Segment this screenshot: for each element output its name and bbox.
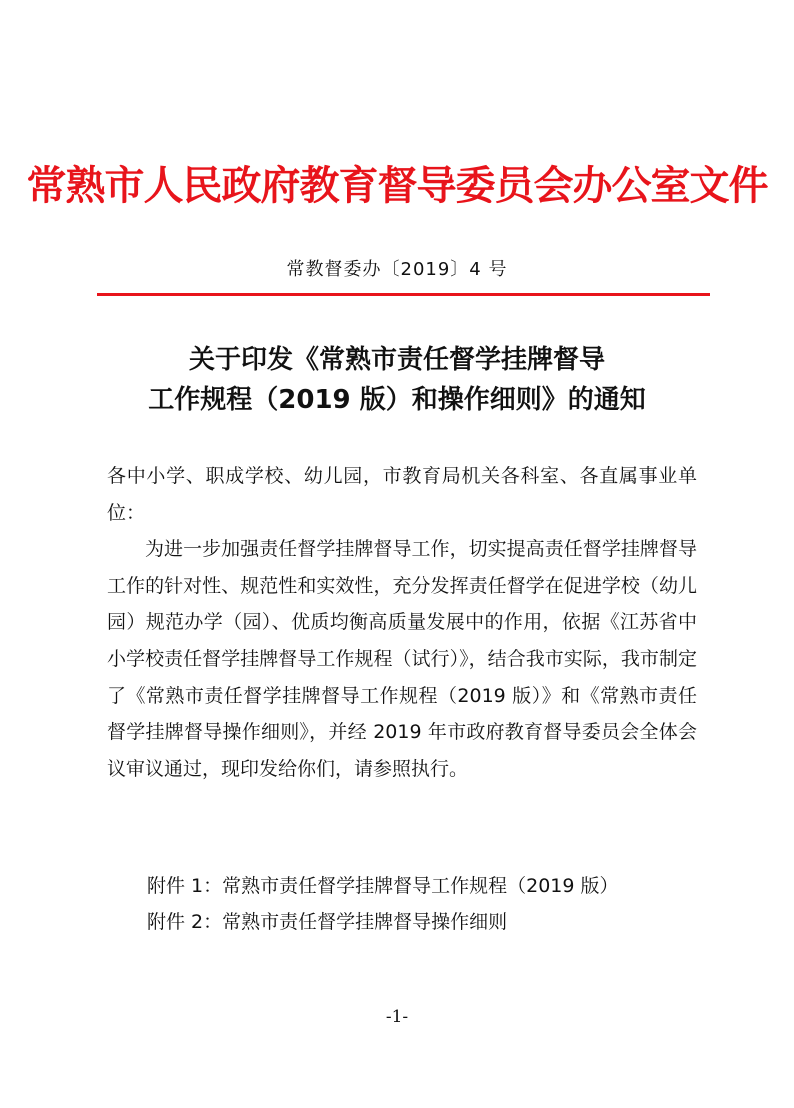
addressees: 各中小学、职成学校、幼儿园，市教育局机关各科室、各直属事业单位： xyxy=(107,465,697,524)
attachment-item: 附件 2：常熟市责任督学挂牌督导操作细则 xyxy=(147,911,508,933)
issuing-office-title: 常熟市人民政府教育督导委员会办公室文件 xyxy=(26,162,768,209)
notice-title xyxy=(0,340,794,420)
notice-body xyxy=(107,458,697,787)
attachment-item: 附件 1：常熟市责任督学挂牌督导工作规程（2019 版） xyxy=(147,875,619,897)
notice-title-line-2: 工作规程（2019 版）和操作细则》的通知 xyxy=(148,385,646,415)
attachments-list xyxy=(147,868,707,940)
document-number: 常教督委办〔2019〕4 号 xyxy=(286,259,508,280)
red-header-divider xyxy=(97,293,710,296)
body-paragraph: 为进一步加强责任督学挂牌督导工作，切实提高责任督学挂牌督导工作的针对性、规范性和实效性，充分发挥责任督学在促进学校（幼儿园）规范办学（园）、优质均衡高质量发展中的作用，依据《江苏省中小学校责任督学挂牌督导工作规程（试行）》，结合我市实际，我市制定了《常熟市责任督学挂牌督导工作规程（2019 版）》和《常熟市责任督学挂牌督导操作细则》，并经 2019 年市政府教育督导委员会全体会议审议通过，现印发给你们，请参照执行。 xyxy=(107,538,697,780)
notice-title-line-1: 关于印发《常熟市责任督学挂牌督导 xyxy=(188,345,605,375)
page-number: -1- xyxy=(385,1007,409,1027)
